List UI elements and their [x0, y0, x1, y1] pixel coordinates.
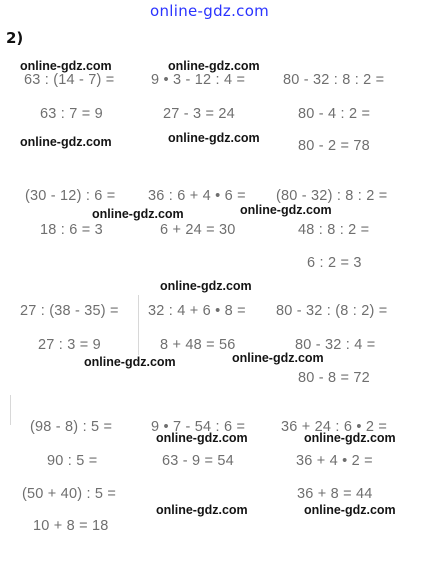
site-header: online-gdz.com: [150, 2, 270, 20]
watermark: online-gdz.com: [20, 135, 112, 149]
expression: 9 • 7 - 54 : 6 =: [151, 419, 246, 435]
expression: 9 • 3 - 12 : 4 =: [151, 72, 246, 88]
expression: 27 : (38 - 35) =: [20, 303, 119, 319]
solution-step: 8 + 48 = 56: [160, 337, 236, 353]
solution-step: 6 : 2 = 3: [307, 255, 362, 271]
solution-step: 80 - 32 : 4 =: [295, 337, 376, 353]
expression: 80 - 32 : 8 : 2 =: [283, 72, 385, 88]
solution-step: 10 + 8 = 18: [33, 518, 109, 534]
watermark: online-gdz.com: [304, 503, 396, 517]
solution-step: 63 : 7 = 9: [40, 106, 103, 122]
watermark: online-gdz.com: [232, 351, 324, 365]
solution-step: 80 - 8 = 72: [298, 370, 370, 386]
watermark: online-gdz.com: [84, 355, 176, 369]
solution-step: 48 : 8 : 2 =: [298, 222, 370, 238]
expression: 32 : 4 + 6 • 8 =: [148, 303, 246, 319]
watermark: online-gdz.com: [304, 431, 396, 445]
watermark: online-gdz.com: [92, 207, 184, 221]
expression: (98 - 8) : 5 =: [30, 419, 113, 435]
column-divider: [138, 295, 139, 355]
watermark: online-gdz.com: [156, 431, 248, 445]
solution-step: 36 + 8 = 44: [297, 486, 373, 502]
solution-step: 90 : 5 =: [47, 453, 98, 469]
watermark: online-gdz.com: [156, 503, 248, 517]
watermark: online-gdz.com: [168, 131, 260, 145]
task-number: 2): [6, 29, 24, 47]
expression: 80 - 32 : (8 : 2) =: [276, 303, 388, 319]
solution-step: 36 + 4 • 2 =: [296, 453, 373, 469]
solution-step: 63 - 9 = 54: [162, 453, 234, 469]
solution-step: 27 : 3 = 9: [38, 337, 101, 353]
expression: 36 : 6 + 4 • 6 =: [148, 188, 246, 204]
watermark: online-gdz.com: [240, 203, 332, 217]
expression: 63 : (14 - 7) =: [24, 72, 115, 88]
watermark: online-gdz.com: [168, 59, 260, 73]
solution-step: 6 + 24 = 30: [160, 222, 236, 238]
solution-step: 18 : 6 = 3: [40, 222, 103, 238]
expression: (80 - 32) : 8 : 2 =: [276, 188, 388, 204]
watermark: online-gdz.com: [160, 279, 252, 293]
watermark: online-gdz.com: [20, 59, 112, 73]
expression: 36 + 24 : 6 • 2 =: [281, 419, 388, 435]
solution-step: 80 - 4 : 2 =: [298, 106, 371, 122]
expression: (50 + 40) : 5 =: [22, 486, 117, 502]
expression: (30 - 12) : 6 =: [25, 188, 116, 204]
solution-step: 27 - 3 = 24: [163, 106, 235, 122]
solution-step: 80 - 2 = 78: [298, 138, 370, 154]
column-divider: [10, 395, 11, 425]
